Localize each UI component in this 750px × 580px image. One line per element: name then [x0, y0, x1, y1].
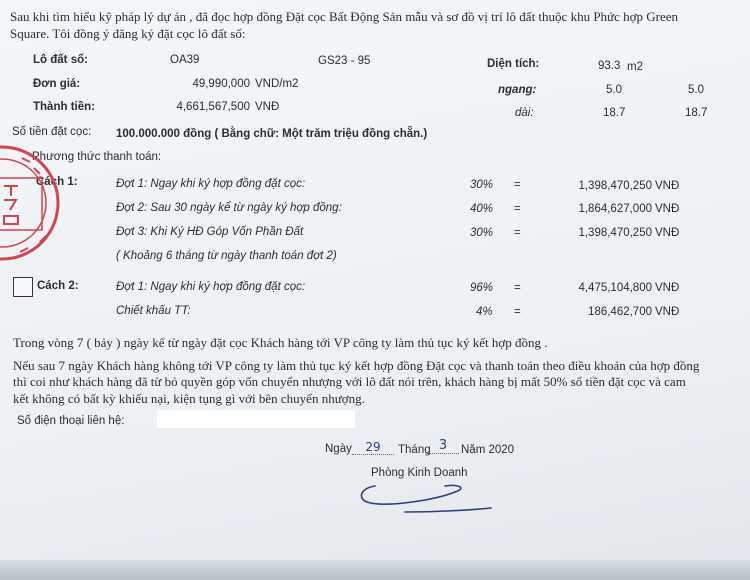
- lot-zone: GS23 - 95: [318, 55, 371, 67]
- terms-paragraph-2-line-2: thì coi như khách hàng đã từ bỏ quyền góp vốn chuyển nhượng với lô đất nói trên, khách hàng bị mất 50% số tiền đặt cọc và cam: [13, 374, 686, 389]
- total-value: 4,661,567,500: [176, 101, 250, 113]
- terms-paragraph-2-line-1: Nếu sau 7 ngày Khách hàng không tới VP công ty làm thủ tục ký kết hợp đồng Đặt cọc và thanh toán theo điều khoản của hợp đồng: [13, 358, 700, 373]
- redacted-phone-box: [157, 410, 355, 428]
- area-label: Diện tích:: [487, 58, 540, 70]
- length-b: 18.7: [685, 107, 708, 119]
- option-1-row-1-pct: 30%: [470, 179, 494, 191]
- option-2-row-1-pct: 96%: [470, 282, 494, 294]
- area-unit: m2: [627, 61, 643, 73]
- option-1-row-3-pct: 30%: [470, 227, 494, 239]
- price-label: Đơn giá:: [33, 78, 81, 90]
- signature-mark: [355, 478, 495, 518]
- total-unit: VNĐ: [255, 101, 280, 113]
- payment-heading: Phương thức thanh toán:: [32, 151, 162, 163]
- deposit-label: Số tiền đặt cọc:: [12, 126, 92, 138]
- option-1-note: ( Khoảng 6 tháng từ ngày thanh toán đợt 2): [116, 250, 337, 262]
- option-1-row-1-eq: =: [514, 179, 521, 191]
- intro-line-2: Square. Tôi đồng ý đăng ký đặt cọc lô đất số:: [10, 26, 246, 41]
- company-stamp: [0, 138, 62, 268]
- width-b: 5.0: [688, 84, 704, 96]
- option-1-row-2-desc: Đợt 2: Sau 30 ngày kể từ ngày ký hợp đồng:: [116, 202, 342, 214]
- width-label: ngang:: [498, 84, 537, 96]
- option-1-row-2-unit: VNĐ: [655, 203, 680, 215]
- option-1-row-2-pct: 40%: [470, 203, 494, 215]
- background-edge: [0, 560, 750, 580]
- date-day-handwritten: 29: [352, 440, 394, 455]
- option-2-row-2-pct: 4%: [476, 306, 493, 318]
- date-month-handwritten: 3: [427, 438, 459, 454]
- option-1-label: Cách 1:: [36, 176, 78, 188]
- deposit-value: 100.000.000 đồng ( Bằng chữ: Một trăm triệu đồng chẵn.): [116, 128, 428, 140]
- option-2-row-1-desc: Đợt 1: Ngay khi ký hợp đồng đặt cọc:: [116, 281, 306, 293]
- price-unit: VND/m2: [255, 78, 299, 90]
- option-2-row-1-eq: =: [514, 282, 521, 294]
- terms-paragraph-1: Trong vòng 7 ( bảy ) ngày kể từ ngày đặt cọc Khách hàng tới VP công ty làm thủ tục ký kết hợp đồng .: [13, 335, 548, 350]
- option-2-row-2-amount: 186,462,700: [588, 306, 652, 318]
- option-2-row-1-amount: 4,475,104,800: [578, 282, 652, 294]
- terms-paragraph-2-line-3: kết không có bất kỳ khiếu nại, kiện tụng gì với bên chuyển nhượng.: [13, 391, 365, 406]
- lot-label: Lô đất số:: [33, 54, 88, 66]
- department-label: Phòng Kinh Doanh: [371, 467, 468, 479]
- area-value: 93.3: [598, 60, 621, 72]
- option-1-row-2-amount: 1,864,627,000: [578, 203, 652, 215]
- total-label: Thành tiền:: [33, 101, 95, 113]
- option-1-row-3-eq: =: [514, 227, 521, 239]
- option-2-row-2-desc: Chiết khấu TT:: [116, 305, 191, 317]
- option-2-row-2-eq: =: [514, 306, 521, 318]
- option-1-row-2-eq: =: [514, 203, 521, 215]
- option-1-row-3-amount: 1,398,470,250: [578, 227, 652, 239]
- option-1-row-3-desc: Đợt 3: Khi Ký HĐ Góp Vốn Phần Đất: [116, 226, 304, 238]
- length-label: dài:: [515, 107, 534, 119]
- width-a: 5.0: [606, 84, 622, 96]
- option-1-row-1-unit: VNĐ: [655, 180, 680, 192]
- price-value: 49,990,000: [192, 78, 250, 90]
- intro-line-1: Sau khi tìm hiểu kỹ pháp lý dự án , đã đọc hợp đồng Đặt cọc Bất Động Sản mẫu và sơ đồ vị trí lô đất thuộc khu Phức hợp Green: [10, 9, 678, 24]
- option-1-row-1-amount: 1,398,470,250: [578, 180, 652, 192]
- phone-label: Số điện thoại liên hệ:: [17, 415, 125, 427]
- option-2-row-2-unit: VNĐ: [655, 306, 680, 318]
- option-2-row-1-unit: VNĐ: [655, 282, 680, 294]
- option-1-row-3-unit: VNĐ: [655, 227, 680, 239]
- lot-code: OA39: [170, 54, 200, 66]
- date-day-label: Ngày: [325, 443, 352, 455]
- option-1-row-1-desc: Đợt 1: Ngay khi ký hợp đồng đặt cọc:: [116, 178, 306, 190]
- length-a: 18.7: [603, 107, 626, 119]
- date-year-label: Năm 2020: [461, 444, 515, 456]
- option-2-checkbox[interactable]: [13, 277, 33, 297]
- date-month-label: Tháng: [398, 444, 431, 456]
- option-2-label: Cách 2:: [37, 280, 79, 292]
